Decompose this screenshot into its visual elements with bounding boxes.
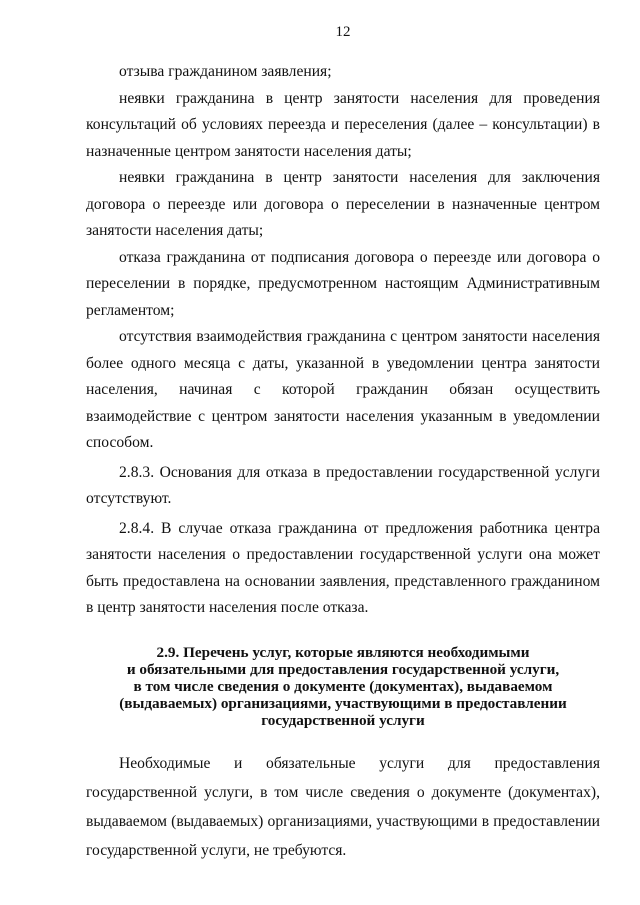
paragraph: неявки гражданина в центр занятости населения для заключения договора о переезде или договора о переселении в назначенные центром занятости населения даты; bbox=[86, 169, 600, 239]
closing-paragraph: Необходимые и обязательные услуги для предоставления государственной услуги, в том числе сведения о документе (документах), выдаваемом (выдаваемых) организациями, участвующими в предоставлении государственной услуги, не требуются. bbox=[86, 754, 600, 859]
paragraph: неявки гражданина в центр занятости населения для проведения консультаций об условиях переезда и переселения (далее – консультации) в назначенные центром занятости населения даты; bbox=[86, 89, 600, 160]
paragraph: отсутствия взаимодействия гражданина с центром занятости населения более одного месяца с даты, указанной в уведомлении центра занятости населения, начиная с которой гражданин обязан осуществить взаимодействие с центром занятости населения указанным в уведомлении способом. bbox=[86, 328, 600, 451]
page-number: 12 bbox=[335, 24, 351, 40]
section-heading bbox=[86, 644, 600, 729]
section-heading-line: и обязательными для предоставления государственной услуги, bbox=[126, 660, 560, 678]
paragraph-2-8-4: 2.8.4. В случае отказа гражданина от предложения работника центра занятости населения о предоставлении государственной услуги она может быть предоставлена на основании заявления, представленного гражданином в центр занятости населения после отказа. bbox=[86, 519, 600, 616]
section-heading-line: государственной услуги bbox=[261, 711, 425, 729]
closing-text bbox=[86, 749, 600, 865]
body-text bbox=[86, 59, 600, 622]
paragraph-2-8-3: 2.8.3. Основания для отказа в предоставлении государственной услуги отсутствуют. bbox=[86, 463, 600, 507]
section-heading-line: (выдаваемых) организациями, участвующими в предоставлении bbox=[119, 694, 567, 712]
section-heading-line: 2.9. Перечень услуг, которые являются необходимыми bbox=[156, 643, 530, 661]
paragraph: отказа гражданина от подписания договора о переезде или договора о переселении в порядке, предусмотренном настоящим Административным регламентом; bbox=[86, 248, 600, 319]
paragraph: отзыва гражданином заявления; bbox=[119, 63, 332, 80]
section-heading-line: в том числе сведения о документе (документах), выдаваемом bbox=[133, 677, 553, 695]
